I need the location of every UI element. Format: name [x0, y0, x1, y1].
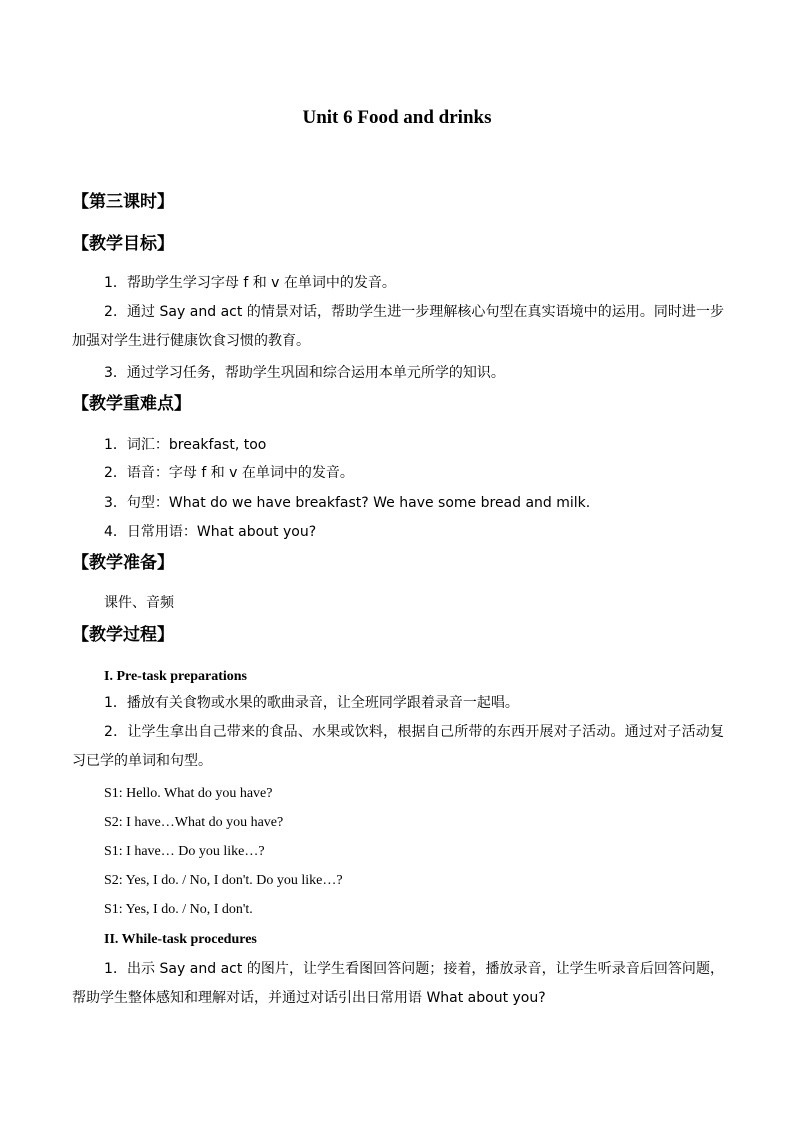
objectives-heading: 【教学目标】: [72, 234, 174, 254]
dialogue-line: S2: Yes, I do. / No, I don't. Do you like…?: [104, 873, 343, 888]
pre-task-item: 1．播放有关食物或水果的歌曲录音，让全班同学跟着录音一起唱。: [104, 695, 519, 711]
document-title: Unit 6 Food and drinks: [302, 107, 492, 128]
key-points-heading: 【教学重难点】: [72, 394, 191, 414]
key-point-item: 2．语音：字母 f 和 v 在单词中的发音。: [104, 465, 354, 481]
while-task-title: II. While-task procedures: [104, 932, 257, 947]
key-point-item: 4．日常用语：What about you?: [104, 524, 317, 540]
preparation-heading: 【教学准备】: [72, 553, 174, 573]
process-heading: 【教学过程】: [72, 625, 174, 645]
key-point-item: 1．词汇：breakfast, too: [104, 437, 267, 453]
pre-task-title: I. Pre-task preparations: [104, 669, 247, 684]
pre-task-item: 2．让学生拿出自己带来的食品、水果或饮料，根据自己所带的东西开展对子活动。通过对子活动复习已学的单词和句型。: [72, 724, 724, 769]
while-task-item: 1．出示 Say and act 的图片，让学生看图回答问题；接着，播放录音，让学生听录音后回答问题，帮助学生整体感知和理解对话，并通过对话引出日常用语 What about you?: [72, 961, 724, 1006]
preparation-text: 课件、音频: [104, 595, 174, 611]
lesson-heading: 【第三课时】: [72, 192, 174, 212]
dialogue-line: S1: Yes, I do. / No, I don't.: [104, 902, 253, 917]
dialogue-line: S1: I have… Do you like…?: [104, 844, 265, 859]
objective-item: 2．通过 Say and act 的情景对话，帮助学生进一步理解核心句型在真实语境中的运用。同时进一步加强对学生进行健康饮食习惯的教育。: [72, 304, 724, 349]
dialogue-line: S1: Hello. What do you have?: [104, 786, 273, 801]
dialogue-line: S2: I have…What do you have?: [104, 815, 284, 830]
key-point-item: 3．句型：What do we have breakfast? We have some bread and milk.: [104, 495, 591, 511]
objective-item: 3．通过学习任务，帮助学生巩固和综合运用本单元所学的知识。: [104, 365, 505, 381]
objective-item: 1．帮助学生学习字母 f 和 v 在单词中的发音。: [104, 275, 396, 291]
